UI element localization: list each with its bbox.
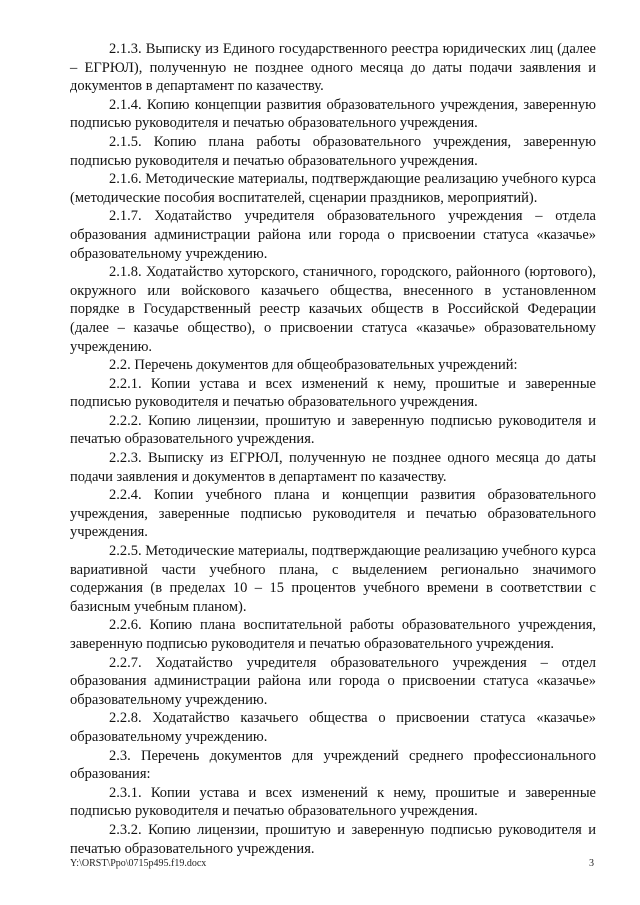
paragraph-2-2-1: 2.2.1. Копии устава и всех изменений к нему, прошитые и заверенные подписью руководителя и печатью образовательного учреждения. [70, 375, 596, 411]
page-number: 3 [589, 858, 594, 869]
paragraph-2-2-4: 2.2.4. Копии учебного плана и концепции развития образовательного учреждения, заверенные подписью руководителя и печатью образовательного учреждения. [70, 487, 596, 541]
paragraph-2-2-5: 2.2.5. Методические материалы, подтверждающие реализацию учебного курса вариативной части учебного плана, с выделением регионально значимого содержания (в пределах 10 – 15 процентов учебного времени в соответствии с базисным учебным планом). [70, 543, 596, 615]
page-footer [70, 857, 596, 871]
document-body [70, 40, 596, 858]
paragraph-2-1-6: 2.1.6. Методические материалы, подтверждающие реализацию учебного курса (методические пособия воспитателей, сценарии праздников, мероприятий). [70, 171, 596, 206]
paragraph-2-3-2: 2.3.2. Копию лицензии, прошитую и заверенную подписью руководителя и печатью образовательного учреждения. [70, 821, 596, 857]
paragraph-2-2-8: 2.2.8. Ходатайство казачьего общества о присвоении статуса «казачье» образовательному учреждению. [70, 710, 596, 745]
paragraph-2-1-5: 2.1.5. Копию плана работы образовательного учреждения, заверенную подписью руководителя и печатью образовательного учреждения. [70, 133, 596, 169]
paragraph-2-1-7: 2.1.7. Ходатайство учредителя образовательного учреждения – отдела образования администрации района или города о присвоении статуса «казачье» образовательному учреждению. [70, 208, 596, 262]
paragraph-2-2-3: 2.2.3. Выписку из ЕГРЮЛ, полученную не позднее одного месяца до даты подачи заявления и документов в департамент по казачеству. [70, 450, 596, 485]
paragraph-2-1-4: 2.1.4. Копию концепции развития образовательного учреждения, заверенную подписью руководителя и печатью образовательного учреждения. [70, 96, 596, 132]
paragraph-2-1-8: 2.1.8. Ходатайство хуторского, станичного, городского, районного (юртового), окружного или войскового казачьего общества, внесенного в установленном порядке в Государственный реестр казачьих обществ в Российской Федерации (далее – казачье общество), о присвоении статуса «казачье» образовательному учреждению. [70, 264, 596, 355]
paragraph-2-1-3: 2.1.3. Выписку из Единого государственного реестра юридических лиц (далее – ЕГРЮЛ), полученную не позднее одного месяца до даты подачи заявления и документов в департамент по казачеству. [70, 41, 596, 95]
paragraph-2-3-1: 2.3.1. Копии устава и всех изменений к нему, прошитые и заверенные подписью руководителя и печатью образовательного учреждения. [70, 784, 596, 820]
paragraph-2-2-6: 2.2.6. Копию плана воспитательной работы образовательного учреждения, заверенную подписью руководителя и печатью образовательного учреждения. [70, 617, 596, 652]
paragraph-2-2-2: 2.2.2. Копию лицензии, прошитую и заверенную подписью руководителя и печатью образовательного учреждения. [70, 412, 596, 448]
footer-file-path: Y:\ORST\Ppo\0715p495.f19.docx [70, 858, 207, 869]
paragraph-2-2-7: 2.2.7. Ходатайство учредителя образовательного учреждения – отдел образования администрации района или города о присвоении статуса «казачье» образовательному учреждению. [70, 654, 596, 708]
paragraph-2-2: 2.2. Перечень документов для общеобразовательных учреждений: [109, 357, 518, 374]
paragraph-2-3: 2.3. Перечень документов для учреждений среднего профессионального образования: [70, 747, 596, 783]
